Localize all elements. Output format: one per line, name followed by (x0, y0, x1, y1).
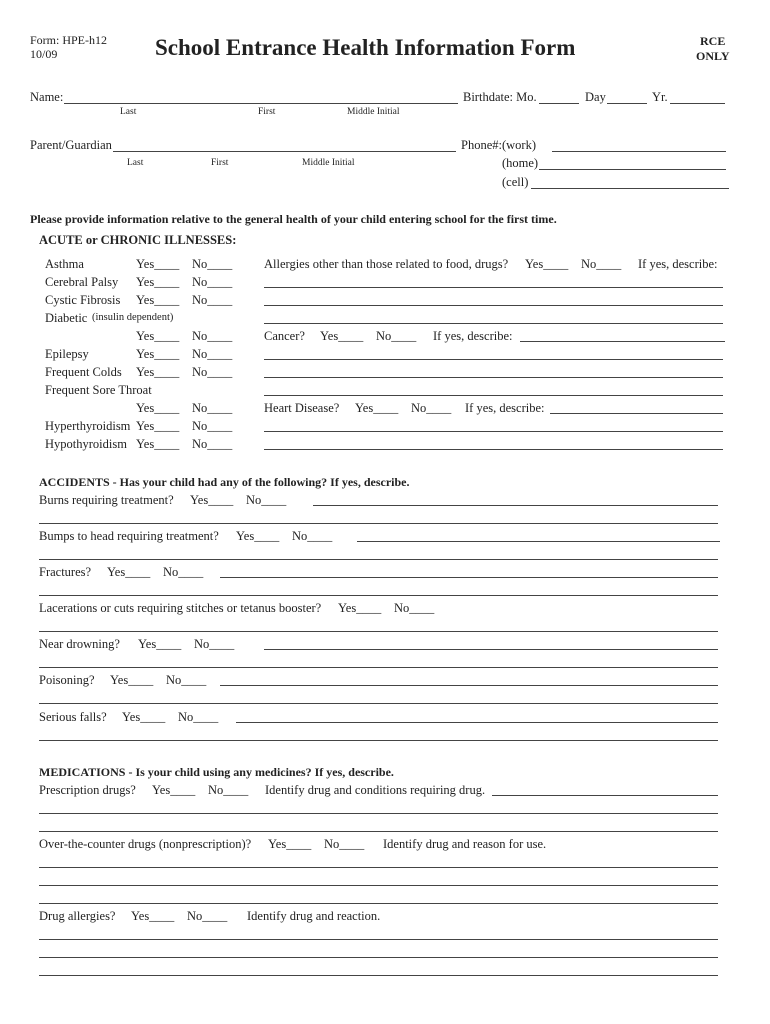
near-drowning-yes[interactable]: Yes____ (138, 637, 182, 651)
hypothyroidism-no[interactable]: No____ (192, 437, 233, 451)
rce-only-label: ONLY (696, 49, 730, 63)
prescription-no[interactable]: No____ (208, 783, 249, 797)
accident-serious-falls: Serious falls? (39, 710, 107, 724)
medications-heading: MEDICATIONS - Is your child using any medicines? If yes, describe. (39, 765, 394, 779)
allergies-yes[interactable]: Yes____ (525, 257, 569, 271)
guardian-sub-last: Last (127, 158, 144, 168)
accident-lacerations: Lacerations or cuts requiring stitches or tetanus booster? (39, 601, 322, 615)
med-otc: Over-the-counter drugs (nonprescription)? (39, 837, 252, 851)
diabetic-note: (insulin dependent) (92, 312, 174, 323)
intro-text: Please provide information relative to the general health of your child entering school for the first time. (30, 212, 557, 226)
serious-falls-no[interactable]: No____ (178, 710, 219, 724)
cancer-no[interactable]: No____ (376, 329, 417, 343)
epilepsy-yes[interactable]: Yes____ (136, 347, 180, 361)
name-field[interactable] (64, 103, 458, 104)
near-drowning-line-0[interactable] (264, 649, 718, 650)
phone-cell-field[interactable] (531, 188, 729, 189)
heart-disease-no[interactable]: No____ (411, 401, 452, 415)
illnesses-heading: ACUTE or CHRONIC ILLNESSES: (39, 233, 237, 247)
bumps-no[interactable]: No____ (292, 529, 333, 543)
serious-falls-yes[interactable]: Yes____ (122, 710, 166, 724)
hypothyroidism-yes[interactable]: Yes____ (136, 437, 180, 451)
phone-work-field[interactable] (552, 151, 726, 152)
fractures-no[interactable]: No____ (163, 565, 204, 579)
birthdate-label: Birthdate: Mo. (463, 90, 537, 104)
illness-frequent-colds: Frequent Colds (45, 365, 122, 379)
drug-allergies-yes[interactable]: Yes____ (131, 909, 175, 923)
birth-year-field[interactable] (670, 103, 725, 104)
near-drowning-no[interactable]: No____ (194, 637, 235, 651)
heart-disease-yes[interactable]: Yes____ (355, 401, 399, 415)
cerebral-palsy-yes[interactable]: Yes____ (136, 275, 180, 289)
burns-line-1[interactable] (39, 523, 718, 524)
burns-line-0[interactable] (313, 505, 718, 506)
burns-yes[interactable]: Yes____ (190, 493, 234, 507)
prescription-yes[interactable]: Yes____ (152, 783, 196, 797)
epilepsy-no[interactable]: No____ (192, 347, 233, 361)
hyperthyroidism-yes[interactable]: Yes____ (136, 419, 180, 433)
illness-cystic-fibrosis: Cystic Fibrosis (45, 293, 121, 307)
drug-allergies-line-2[interactable] (39, 957, 718, 958)
frequent-colds-yes[interactable]: Yes____ (136, 365, 180, 379)
allergies-describe-label: If yes, describe: (638, 257, 718, 271)
lacerations-no[interactable]: No____ (394, 601, 435, 615)
med-prescription: Prescription drugs? (39, 783, 136, 797)
prescription-identify-label: Identify drug and conditions requiring drug. (265, 783, 486, 797)
drug-allergies-identify-label: Identify drug and reaction. (247, 909, 381, 923)
guardian-sub-first: First (211, 158, 229, 168)
cystic-fibrosis-no[interactable]: No____ (192, 293, 233, 307)
page-title: School Entrance Health Information Form (155, 35, 576, 60)
accident-near-drowning: Near drowning? (39, 637, 120, 651)
serious-falls-line-1[interactable] (39, 740, 718, 741)
cancer-line-1[interactable] (264, 359, 723, 360)
name-label: Name: (30, 90, 64, 104)
illness-frequent-sore-throat: Frequent Sore Throat (45, 383, 152, 397)
bumps-line-0[interactable] (357, 541, 720, 542)
name-sub-middle: Middle Initial (347, 107, 400, 117)
phone-cell-label: (cell) (502, 175, 529, 189)
bumps-yes[interactable]: Yes____ (236, 529, 280, 543)
prescription-line-0[interactable] (492, 795, 718, 796)
name-sub-last: Last (120, 107, 137, 117)
sore-throat-no[interactable]: No____ (192, 401, 233, 415)
birth-day-field[interactable] (607, 103, 647, 104)
poisoning-line-0[interactable] (220, 685, 718, 686)
poisoning-no[interactable]: No____ (166, 673, 207, 687)
cancer-line-3[interactable] (264, 395, 723, 396)
prescription-line-1[interactable] (39, 813, 718, 814)
cystic-fibrosis-yes[interactable]: Yes____ (136, 293, 180, 307)
name-sub-first: First (258, 107, 276, 117)
heart-disease-line-1[interactable] (264, 431, 723, 432)
diabetic-no[interactable]: No____ (192, 329, 233, 343)
sore-throat-yes[interactable]: Yes____ (136, 401, 180, 415)
cancer-label: Cancer? (264, 329, 305, 343)
otc-identify-label: Identify drug and reason for use. (383, 837, 547, 851)
otc-line-2[interactable] (39, 885, 718, 886)
med-drug-allergies: Drug allergies? (39, 909, 116, 923)
heart-disease-line-0[interactable] (550, 413, 723, 414)
lacerations-line-1[interactable] (39, 631, 718, 632)
asthma-no[interactable]: No____ (192, 257, 233, 271)
allergies-label: Allergies other than those related to food, drugs? (264, 257, 509, 271)
lacerations-yes[interactable]: Yes____ (338, 601, 382, 615)
phone-home-label: (home) (502, 156, 539, 170)
diabetic-yes[interactable]: Yes____ (136, 329, 180, 343)
drug-allergies-line-3[interactable] (39, 975, 718, 976)
hyperthyroidism-no[interactable]: No____ (192, 419, 233, 433)
serious-falls-line-0[interactable] (236, 722, 718, 723)
illness-hypothyroidism: Hypothyroidism (45, 437, 127, 451)
heart-disease-line-2[interactable] (264, 449, 723, 450)
illness-epilepsy: Epilepsy (45, 347, 89, 361)
fractures-line-1[interactable] (39, 595, 718, 596)
otc-line-1[interactable] (39, 867, 718, 868)
birth-month-field[interactable] (539, 103, 579, 104)
illness-hyperthyroidism: Hyperthyroidism (45, 419, 131, 433)
allergies-no[interactable]: No____ (581, 257, 622, 271)
illness-asthma: Asthma (45, 257, 84, 271)
poisoning-yes[interactable]: Yes____ (110, 673, 154, 687)
form-date: 10/09 (30, 47, 58, 61)
heart-disease-describe-label: If yes, describe: (465, 401, 545, 415)
allergies-line-2[interactable] (264, 305, 723, 306)
otc-line-3[interactable] (39, 903, 718, 904)
guardian-field[interactable] (113, 151, 456, 152)
cancer-line-2[interactable] (264, 377, 723, 378)
day-label: Day (585, 90, 606, 104)
frequent-colds-no[interactable]: No____ (192, 365, 233, 379)
accident-bumps: Bumps to head requiring treatment? (39, 529, 219, 543)
illness-cerebral-palsy: Cerebral Palsy (45, 275, 119, 289)
accidents-heading: ACCIDENTS - Has your child had any of the following? If yes, describe. (39, 475, 410, 489)
poisoning-line-1[interactable] (39, 703, 718, 704)
phone-work-label: Phone#:(work) (461, 138, 536, 152)
accident-burns: Burns requiring treatment? (39, 493, 174, 507)
prescription-line-2[interactable] (39, 831, 718, 832)
asthma-yes[interactable]: Yes____ (136, 257, 180, 271)
allergies-line-3[interactable] (264, 323, 723, 324)
burns-no[interactable]: No____ (246, 493, 287, 507)
otc-yes[interactable]: Yes____ (268, 837, 312, 851)
near-drowning-line-1[interactable] (39, 667, 718, 668)
cancer-yes[interactable]: Yes____ (320, 329, 364, 343)
cerebral-palsy-no[interactable]: No____ (192, 275, 233, 289)
bumps-line-1[interactable] (39, 559, 718, 560)
rce-label: RCE (700, 34, 726, 48)
phone-home-field[interactable] (539, 169, 726, 170)
cancer-line-0[interactable] (520, 341, 725, 342)
accident-poisoning: Poisoning? (39, 673, 95, 687)
drug-allergies-line-1[interactable] (39, 939, 718, 940)
drug-allergies-no[interactable]: No____ (187, 909, 228, 923)
cancer-describe-label: If yes, describe: (433, 329, 513, 343)
form-id: Form: HPE-h12 (30, 33, 108, 47)
fractures-line-0[interactable] (220, 577, 718, 578)
guardian-label: Parent/Guardian (30, 138, 112, 152)
heart-disease-label: Heart Disease? (264, 401, 340, 415)
illness-diabetic: Diabetic (45, 311, 88, 325)
otc-no[interactable]: No____ (324, 837, 365, 851)
yr-label: Yr. (652, 90, 668, 104)
fractures-yes[interactable]: Yes____ (107, 565, 151, 579)
allergies-line-1[interactable] (264, 287, 723, 288)
guardian-sub-middle: Middle Initial (302, 158, 355, 168)
accident-fractures: Fractures? (39, 565, 92, 579)
